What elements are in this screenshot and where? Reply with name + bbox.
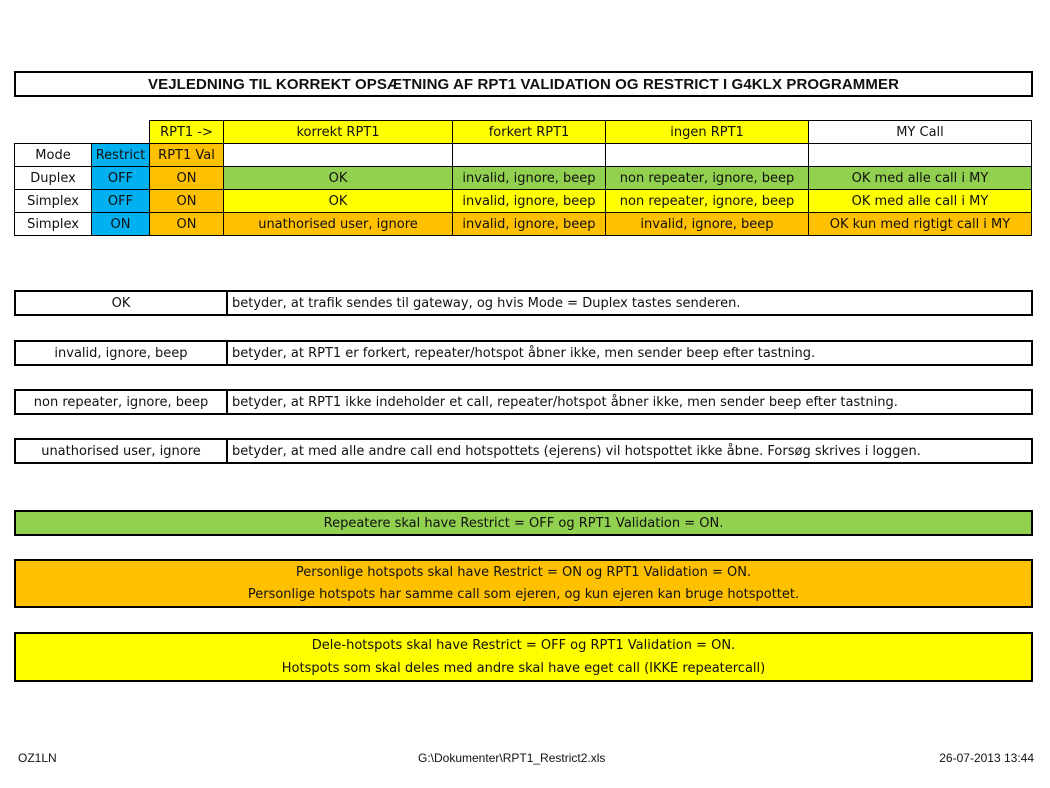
cell-mode: Simplex bbox=[15, 190, 92, 213]
header-my-call: MY Call bbox=[809, 121, 1032, 144]
definition-term: non repeater, ignore, beep bbox=[16, 391, 228, 413]
cell-none: invalid, ignore, beep bbox=[606, 213, 809, 236]
cell-mode: Duplex bbox=[15, 167, 92, 190]
cell-wrong: invalid, ignore, beep bbox=[453, 167, 606, 190]
footer-file-path: G:\Dokumenter\RPT1_Restrict2.xls bbox=[418, 751, 606, 765]
table-row bbox=[15, 213, 1032, 236]
page-title: VEJLEDNING TIL KORREKT OPSÆTNING AF RPT1 VALIDATION OG RESTRICT I G4KLX PROGRAMMER bbox=[14, 71, 1033, 97]
table-subheader-row bbox=[15, 144, 1032, 167]
definition-non-repeater bbox=[14, 389, 1033, 415]
cell-none: non repeater, ignore, beep bbox=[606, 167, 809, 190]
table-header-row bbox=[15, 121, 1032, 144]
cell-wrong: invalid, ignore, beep bbox=[453, 190, 606, 213]
cell-restrict: ON bbox=[92, 213, 150, 236]
cell-correct: OK bbox=[224, 190, 453, 213]
footer-date: 26-07-2013 13:44 bbox=[939, 751, 1034, 765]
note-line: Hotspots som skal deles med andre skal have eget call (IKKE repeatercall) bbox=[281, 661, 766, 676]
note-line: Personlige hotspots skal have Restrict = ON og RPT1 Validation = ON. bbox=[295, 564, 752, 580]
empty-cell bbox=[453, 144, 606, 167]
definition-unathorised bbox=[14, 438, 1033, 464]
footer-author: OZ1LN bbox=[18, 751, 57, 765]
cell-rpt1-val: ON bbox=[150, 167, 224, 190]
cell-correct: OK bbox=[224, 167, 453, 190]
definition-text: betyder, at RPT1 ikke indeholder et call, repeater/hotspot åbner ikke, men sender beep efter tastning. bbox=[232, 394, 898, 410]
definition-invalid bbox=[14, 340, 1033, 366]
cell-my-call: OK med alle call i MY bbox=[809, 167, 1032, 190]
definition-text: betyder, at RPT1 er forkert, repeater/hotspot åbner ikke, men sender beep efter tastning. bbox=[232, 345, 816, 361]
note-repeaters bbox=[14, 510, 1033, 536]
table-row bbox=[15, 190, 1032, 213]
cell-my-call: OK kun med rigtigt call i MY bbox=[809, 213, 1032, 236]
note-shared-hotspots bbox=[14, 632, 1033, 682]
header-correct-rpt1: korrekt RPT1 bbox=[224, 121, 453, 144]
note-personal-hotspots bbox=[14, 559, 1033, 608]
definition-text: betyder, at med alle andre call end hotspottets (ejerens) vil hotspottet ikke åbne. Forsøg skrives i loggen. bbox=[232, 443, 921, 459]
definition-term: unathorised user, ignore bbox=[16, 440, 228, 462]
cell-wrong: invalid, ignore, beep bbox=[453, 213, 606, 236]
cell-rpt1-val: ON bbox=[150, 190, 224, 213]
subheader-restrict: Restrict bbox=[92, 144, 150, 167]
validation-table bbox=[14, 120, 1032, 236]
note-line: Dele-hotspots skal have Restrict = OFF og RPT1 Validation = ON. bbox=[311, 638, 736, 653]
empty-cell bbox=[15, 121, 92, 144]
note-line: Repeatere skal have Restrict = OFF og RPT1 Validation = ON. bbox=[323, 515, 724, 531]
definition-text: betyder, at trafik sendes til gateway, og hvis Mode = Duplex tastes senderen. bbox=[232, 295, 741, 311]
empty-cell bbox=[809, 144, 1032, 167]
cell-rpt1-val: ON bbox=[150, 213, 224, 236]
subheader-mode: Mode bbox=[15, 144, 92, 167]
definition-term: OK bbox=[16, 292, 228, 314]
cell-correct: unathorised user, ignore bbox=[224, 213, 453, 236]
cell-my-call: OK med alle call i MY bbox=[809, 190, 1032, 213]
header-rpt1-arrow: RPT1 -> bbox=[150, 121, 224, 144]
empty-cell bbox=[606, 144, 809, 167]
empty-cell bbox=[224, 144, 453, 167]
header-no-rpt1: ingen RPT1 bbox=[606, 121, 809, 144]
header-wrong-rpt1: forkert RPT1 bbox=[453, 121, 606, 144]
cell-mode: Simplex bbox=[15, 213, 92, 236]
empty-cell bbox=[92, 121, 150, 144]
cell-restrict: OFF bbox=[92, 167, 150, 190]
definition-term: invalid, ignore, beep bbox=[16, 342, 228, 364]
cell-restrict: OFF bbox=[92, 190, 150, 213]
subheader-rpt1-val: RPT1 Val bbox=[150, 144, 224, 167]
definition-ok bbox=[14, 290, 1033, 316]
cell-none: non repeater, ignore, beep bbox=[606, 190, 809, 213]
table-row bbox=[15, 167, 1032, 190]
note-line: Personlige hotspots har samme call som ejeren, og kun ejeren kan bruge hotspottet. bbox=[247, 587, 800, 603]
